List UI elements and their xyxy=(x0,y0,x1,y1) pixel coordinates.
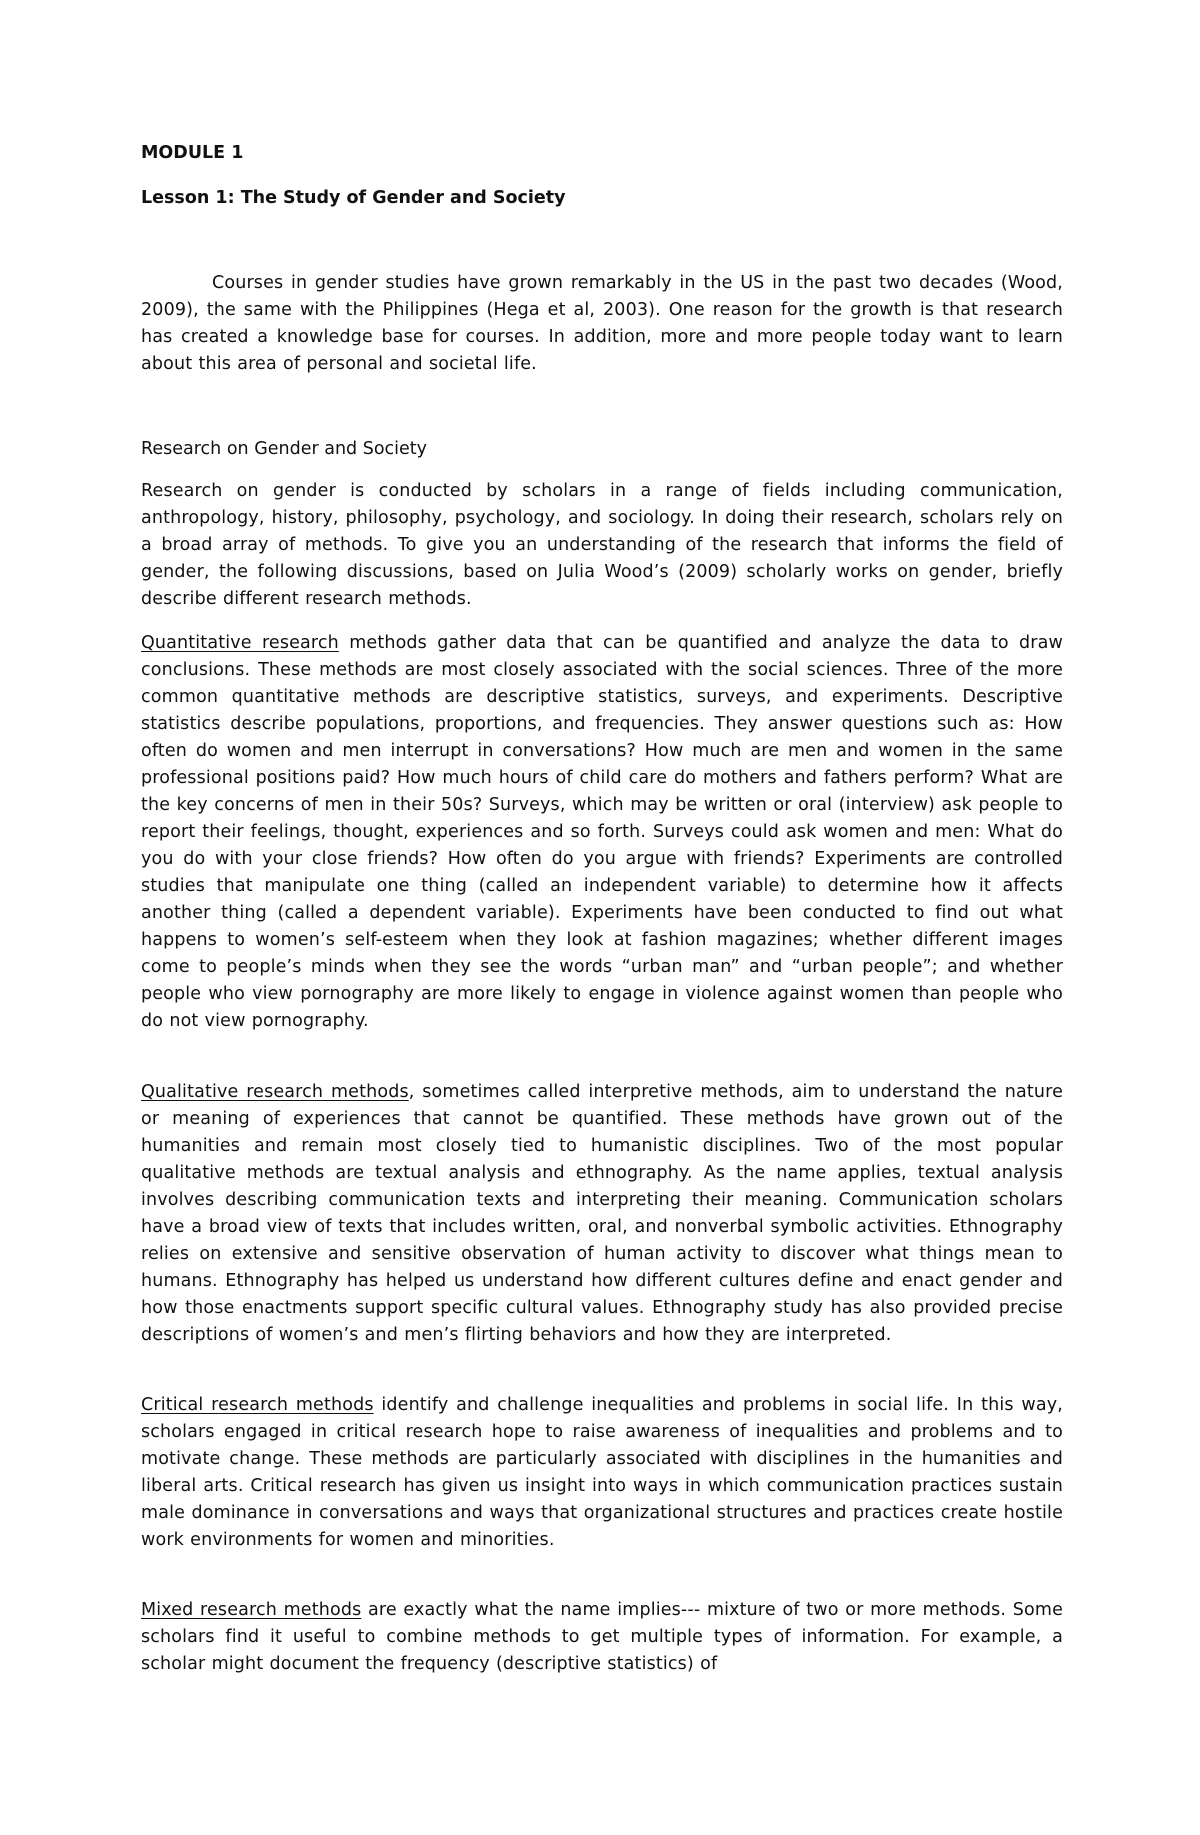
intro-paragraph: Courses in gender studies have grown remarkably in the US in the past two decades (Wood, 2009), the same with the Philippines (Hega et al, 2003). One reason for the growth is that research has created a knowledge base for courses. In addition, more and more people today want to learn about this area of personal and societal life. xyxy=(141,273,1063,374)
mixed-text: are exactly what the name implies--- mixture of two or more methods. Some scholars find it useful to combine methods to get multiple types of information. For example, a scholar might document the frequency (descriptive statistics) of xyxy=(141,1600,1063,1674)
research-paragraph: Research on gender is conducted by scholars in a range of fields including communication, anthropology, history, philosophy, psychology, and sociology. In doing their research, scholars rely on a broad array of methods. To give you an understanding of the research that informs the field of gender, the following discussions, based on Julia Wood’s (2009) scholarly works on gender, briefly describe different research methods. xyxy=(141,481,1063,609)
module-title: MODULE 1 xyxy=(141,143,244,163)
mixed-term: Mixed research methods xyxy=(141,1600,362,1620)
mixed-paragraph xyxy=(141,1597,1063,1678)
quantitative-term: Quantitative research xyxy=(141,633,339,653)
qualitative-text: , sometimes called interpretive methods, aim to understand the nature or meaning of experiences that cannot be quantified. These methods have grown out of the humanities and remain most closely tied to humanistic disciplines. Two of the most popular qualitative methods are textual analysis and ethnography. As the name applies, textual analysis involves describing communication texts and interpreting their meaning. Communication scholars have a broad view of texts that includes written, oral, and nonverbal symbolic activities. Ethnography relies on extensive and sensitive observation of human activity to discover what things mean to humans. Ethnography has helped us understand how different cultures define and enact gender and how those enactments support specific cultural values. Ethnography study has also provided precise descriptions of women’s and men’s flirting behaviors and how they are interpreted. xyxy=(141,1082,1063,1345)
section-title: Research on Gender and Society xyxy=(141,439,428,459)
critical-term: Critical research methods xyxy=(141,1395,374,1415)
qualitative-paragraph xyxy=(141,1079,1063,1349)
lesson-title: Lesson 1: The Study of Gender and Society xyxy=(141,188,566,208)
document-page xyxy=(141,0,1063,1835)
critical-paragraph xyxy=(141,1392,1063,1554)
quantitative-paragraph xyxy=(141,630,1063,1035)
critical-text: identify and challenge inequalities and problems in social life. In this way, scholars engaged in critical research hope to raise awareness of inequalities and problems and to motivate change. These methods are particularly associated with disciplines in the humanities and liberal arts. Critical research has given us insight into ways in which communication practices sustain male dominance in conversations and ways that organizational structures and practices create hostile work environments for women and minorities. xyxy=(141,1395,1063,1550)
quantitative-text: methods gather data that can be quantified and analyze the data to draw conclusions. These methods are most closely associated with the social sciences. Three of the more common quantitative methods are descriptive statistics, surveys, and experiments. Descriptive statistics describe populations, proportions, and frequencies. They answer questions such as: How often do women and men interrupt in conversations? How much are men and women in the same professional positions paid? How much hours of child care do mothers and fathers perform? What are the key concerns of men in their 50s? Surveys, which may be written or oral (interview) ask people to report their feelings, thought, experiences and so forth. Surveys could ask women and men: What do you do with your close friends? How often do you argue with friends? Experiments are controlled studies that manipulate one thing (called an independent variable) to determine how it affects another thing (called a dependent variable). Experiments have been conducted to find out what happens to women’s self-esteem when they look at fashion magazines; whether different images come to people’s minds when they see the words “urban man” and “urban people”; and whether people who view pornography are more likely to engage in violence against women than people who do not view pornography. xyxy=(141,633,1063,1031)
qualitative-term: Qualitative research methods xyxy=(141,1082,409,1102)
